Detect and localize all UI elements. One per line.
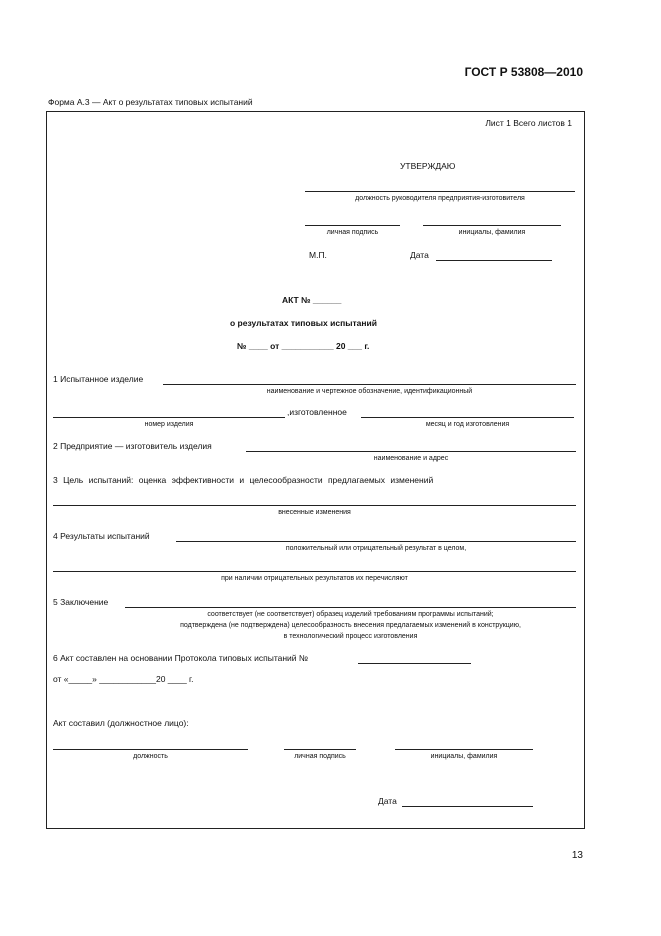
signature-caption: личная подпись	[326, 229, 379, 236]
item4-line2	[53, 571, 576, 572]
act-title: АКТ № ______	[282, 295, 342, 305]
item4-line	[176, 541, 576, 542]
seal-label: М.П.	[309, 250, 327, 260]
item5-caption1: соответствует (не соответствует) образец изделий требованиям программы испытаний;	[207, 611, 494, 618]
item2-caption: наименование и адрес	[373, 455, 449, 462]
approve-date-line	[436, 260, 552, 261]
item2-label: 2 Предприятие — изготовитель изделия	[53, 441, 212, 451]
item6-protocol-line	[358, 663, 471, 664]
item1-number-caption: номер изделия	[144, 421, 194, 428]
footer-position-caption: должность	[133, 753, 168, 760]
act-number-line: № ____ от ___________ 20 ___ г.	[237, 341, 370, 351]
act-subtitle: о результатах типовых испытаний	[230, 318, 377, 328]
item1-made-label: ,изготовленное	[287, 407, 347, 417]
initials-caption: инициалы, фамилия	[458, 229, 526, 236]
position-caption: должность руководителя предприятия-изготовителя	[355, 195, 525, 202]
item6-label: 6 Акт составлен на основании Протокола типовых испытаний №	[53, 653, 309, 663]
footer-signature-caption: личная подпись	[294, 753, 346, 760]
page-number: 13	[571, 850, 583, 861]
footer-date-label: Дата	[378, 796, 397, 806]
approve-title: УТВЕРЖДАЮ	[400, 161, 456, 171]
item4-label: 4 Результаты испытаний	[53, 531, 150, 541]
item1-number-line	[53, 417, 285, 418]
item1-month-line	[361, 417, 574, 418]
sheet-info: Лист 1 Всего листов 1	[485, 118, 572, 128]
initials-line	[423, 225, 561, 226]
standard-number: ГОСТ Р 53808—2010	[464, 65, 583, 79]
item1-line	[163, 384, 576, 385]
item3-line	[53, 505, 576, 506]
item4-caption1: положительный или отрицательный результат в целом,	[285, 545, 467, 552]
footer-initials-caption: инициалы, фамилия	[430, 753, 498, 760]
item5-caption2: подтверждена (не подтверждена) целесообразность внесения предлагаемых изменений в конструкцию,	[180, 622, 521, 629]
item3-label: 3 Цель испытаний: оценка эффективности и целесообразности предлагаемых изменений	[53, 475, 434, 485]
position-line	[305, 191, 575, 192]
footer-signature-line	[284, 749, 356, 750]
item5-line	[125, 607, 576, 608]
item1-label: 1 Испытанное изделие	[53, 374, 144, 384]
item5-label: 5 Заключение	[53, 597, 109, 607]
item2-line	[246, 451, 576, 452]
signature-line	[305, 225, 400, 226]
item5-caption3: в технологический процесс изготовления	[283, 633, 418, 640]
act-form-frame	[46, 111, 585, 829]
form-title: Форма А.3 — Акт о результатах типовых испытаний	[48, 97, 253, 107]
composed-by-label: Акт составил (должностное лицо):	[53, 718, 189, 728]
footer-position-line	[53, 749, 248, 750]
footer-date-line	[402, 806, 533, 807]
item6-from-date: от «_____» ____________20 ____ г.	[53, 674, 194, 684]
item3-caption: внесенные изменения	[278, 509, 351, 516]
item4-caption2: при наличии отрицательных результатов их перечисляют	[221, 575, 408, 582]
item1-month-caption: месяц и год изготовления	[425, 421, 510, 428]
footer-initials-line	[395, 749, 533, 750]
approve-date-label: Дата	[410, 250, 429, 260]
item1-caption: наименование и чертежное обозначение, идентификационный	[266, 388, 473, 395]
